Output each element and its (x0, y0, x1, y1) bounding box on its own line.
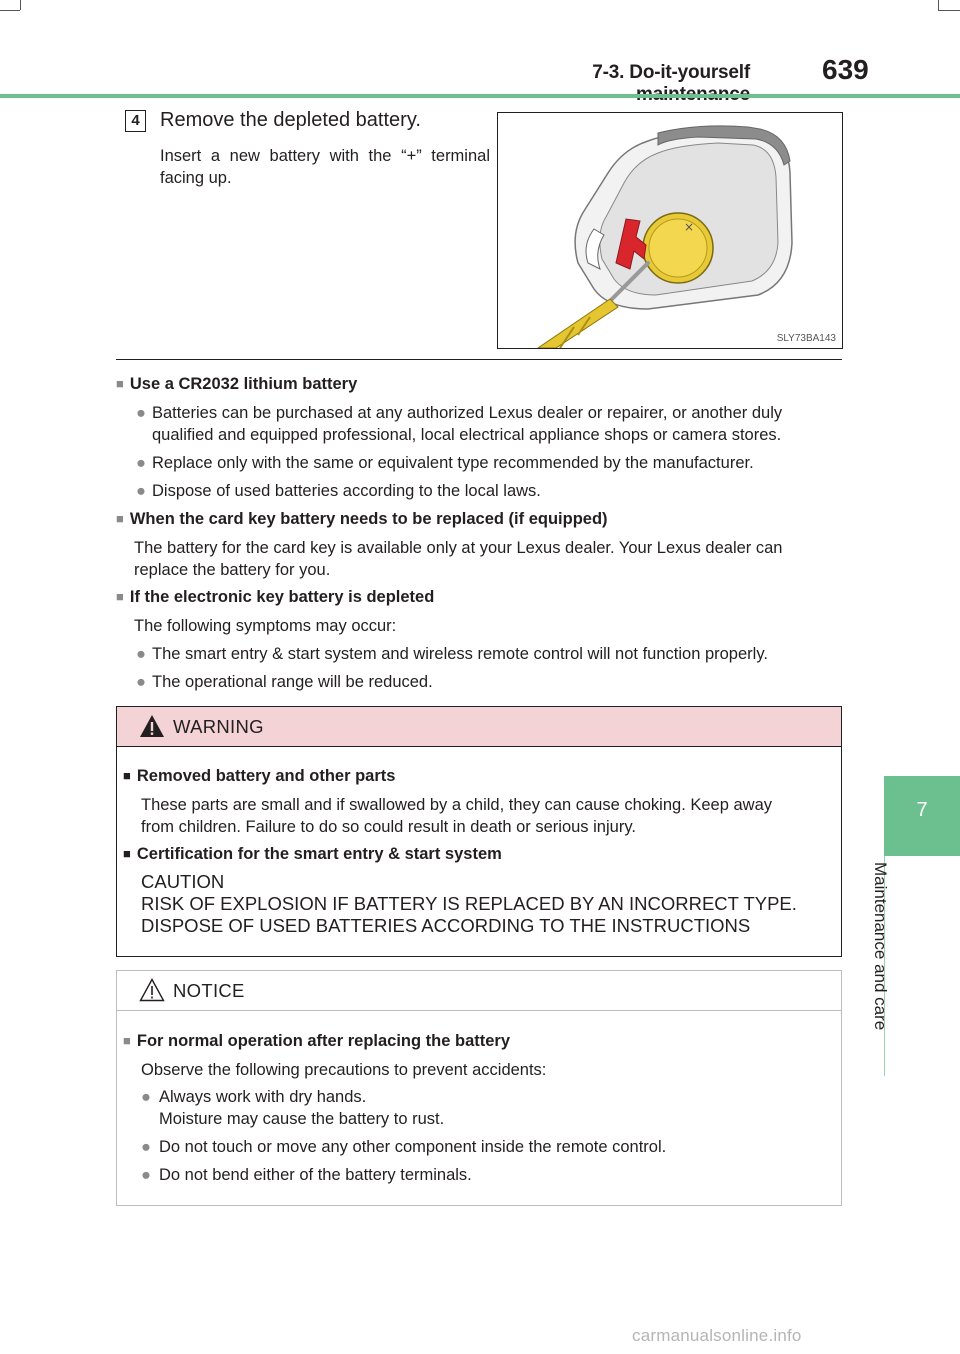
section-heading: If the electronic key battery is depleted (129, 588, 435, 606)
step-title: Remove the depleted battery. (160, 109, 421, 131)
circle-bullet-icon: ● (141, 1138, 151, 1156)
list-item (141, 1136, 841, 1158)
paragraph: Observe the following precautions to prevent accidents: (141, 1061, 547, 1079)
list-item-text: Moisture may cause the battery to rust. (159, 1110, 445, 1128)
notice-header (117, 971, 841, 1011)
list-item (136, 452, 866, 474)
square-bullet-icon: ■ (123, 1033, 131, 1048)
chapter-number: 7 (916, 799, 928, 821)
list-item-text: Do not touch or move any other component inside the remote control. (159, 1138, 667, 1156)
warning-header (117, 707, 841, 747)
section-card-key (116, 508, 846, 581)
svg-text:×: × (684, 220, 695, 234)
figure-code: SLY73BA143 (776, 333, 836, 344)
warning-title: WARNING (173, 716, 264, 737)
section-depleted-battery (116, 586, 846, 637)
warning-item-heading: Certification for the smart entry & start system (136, 845, 502, 863)
chapter-label-text: Maintenance and care (871, 862, 890, 1031)
list-item (141, 1164, 841, 1186)
section-heading: Use a CR2032 lithium battery (129, 375, 358, 393)
circle-bullet-icon: ● (136, 404, 146, 422)
crop-mark (0, 10, 20, 11)
step-description: Insert a new battery with the “+” terminal facing up. (160, 147, 490, 187)
warning-item (123, 843, 839, 937)
paragraph: The following symptoms may occur: (134, 617, 397, 635)
section-heading: When the card key battery needs to be replaced (if equipped) (129, 510, 608, 528)
crop-mark (938, 10, 960, 11)
chapter-label (871, 862, 920, 1062)
caution-line: RISK OF EXPLOSION IF BATTERY IS REPLACED BY AN INCORRECT TYPE. (141, 893, 797, 914)
notice-title: NOTICE (173, 980, 245, 1001)
page-number: 639 (822, 54, 869, 85)
warning-triangle-icon (139, 714, 165, 738)
list-item-text: qualified and equipped professional, local electrical appliance shops or camera stores. (152, 426, 782, 444)
list-item-text: Always work with dry hands. (159, 1088, 367, 1106)
square-bullet-icon: ■ (123, 768, 131, 783)
list-item (141, 1086, 841, 1130)
step-number-badge: 4 (125, 110, 146, 132)
key-fob-illustration (498, 113, 842, 348)
square-bullet-icon: ■ (116, 376, 124, 391)
header-rule (0, 94, 960, 98)
battery-replacement-illustration (497, 112, 843, 349)
circle-bullet-icon: ● (141, 1088, 151, 1106)
list-item-text: The smart entry & start system and wireless remote control will not function properly. (152, 645, 768, 663)
warning-item (123, 765, 839, 838)
warning-item-heading: Removed battery and other parts (136, 767, 396, 785)
square-bullet-icon: ■ (116, 511, 124, 526)
square-bullet-icon: ■ (116, 589, 124, 604)
screwdriver-handle (538, 299, 618, 348)
list-item (136, 671, 866, 693)
circle-bullet-icon: ● (136, 645, 146, 663)
notice-content (123, 1030, 839, 1081)
watermark: carmanualsonline.info (632, 1326, 802, 1345)
circle-bullet-icon: ● (136, 454, 146, 472)
caution-line: DISPOSE OF USED BATTERIES ACCORDING TO THE INSTRUCTIONS (141, 915, 751, 936)
paragraph-line: from children. Failure to do so could result in death or serious injury. (141, 818, 636, 836)
list-item-text: The operational range will be reduced. (152, 673, 433, 691)
notice-heading: For normal operation after replacing the battery (136, 1032, 511, 1050)
caution-line: CAUTION (141, 871, 225, 892)
circle-bullet-icon: ● (136, 482, 146, 500)
chapter-tab[interactable] (884, 776, 960, 856)
list-item-text: Dispose of used batteries according to the local laws. (152, 482, 541, 500)
section-title: 7-3. Do-it-yourself (592, 62, 750, 83)
list-item-text: Batteries can be purchased at any authorized Lexus dealer or repairer, or another duly (152, 404, 783, 422)
list-item (136, 402, 866, 446)
notice-box (116, 970, 842, 1206)
paragraph-line: These parts are small and if swallowed by a child, they can cause choking. Keep away (141, 796, 773, 814)
list-item-text: Replace only with the same or equivalent type recommended by the manufacturer. (152, 454, 754, 472)
paragraph-line: The battery for the card key is available only at your Lexus dealer. Your Lexus dealer can (134, 539, 783, 557)
circle-bullet-icon: ● (141, 1166, 151, 1184)
section-divider (116, 359, 842, 360)
notice-triangle-icon (139, 978, 165, 1002)
section-battery-type (116, 373, 846, 396)
square-bullet-icon: ■ (123, 846, 131, 861)
crop-mark (20, 0, 21, 10)
crop-mark (938, 0, 939, 10)
list-item-text: Do not bend either of the battery terminals. (159, 1166, 472, 1184)
circle-bullet-icon: ● (136, 673, 146, 691)
list-item (136, 643, 866, 665)
list-item (136, 480, 866, 502)
warning-box (116, 706, 842, 957)
paragraph-line: replace the battery for you. (134, 561, 331, 579)
